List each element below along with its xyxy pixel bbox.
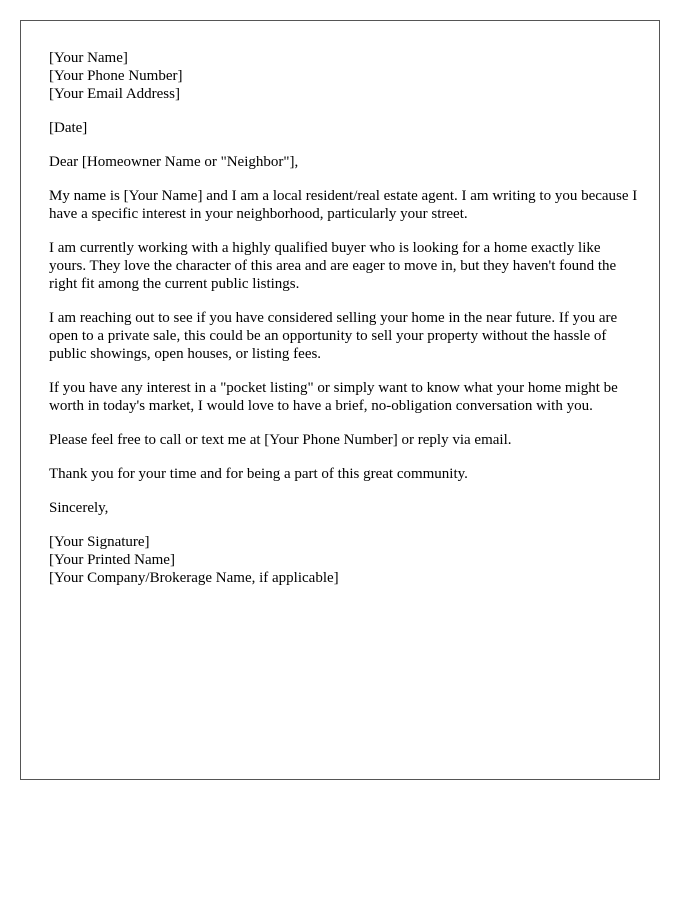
letter-page (20, 20, 660, 780)
paragraph-contact: Please feel free to call or text me at [Your Phone Number] or reply via email. (49, 432, 512, 448)
paragraph-pocket-listing: If you have any interest in a "pocket listing" or simply want to know what your home might be worth in today's market, I would love to have a brief, no-obligation conversation with you. (49, 380, 618, 414)
paragraph-buyer: I am currently working with a highly qualified buyer who is looking for a home exactly like yours. They love the character of this area and are eager to move in, but they haven't found the right fit among the current public listings. (49, 240, 617, 292)
letter-date: [Date] (49, 120, 88, 136)
sender-email: [Your Email Address] (49, 86, 180, 102)
signature-line: [Your Signature] (49, 534, 150, 550)
sender-block (49, 49, 639, 103)
paragraph-thanks: Thank you for your time and for being a part of this great community. (49, 466, 468, 482)
printed-name: [Your Printed Name] (49, 552, 175, 568)
closing: Sincerely, (49, 500, 109, 516)
letter-body (49, 49, 639, 603)
paragraph-intro: My name is [Your Name] and I am a local resident/real estate agent. I am writing to you because I have a specific interest in your neighborhood, particularly your street. (49, 188, 638, 222)
paragraph-private-sale: I am reaching out to see if you have considered selling your home in the near future. If you are open to a private sale, this could be an opportunity to sell your property without the hassle of public showings, open houses, or listing fees. (49, 310, 618, 362)
sender-phone: [Your Phone Number] (49, 68, 183, 84)
sender-name: [Your Name] (49, 50, 128, 66)
salutation: Dear [Homeowner Name or "Neighbor"], (49, 154, 299, 170)
signature-block (49, 533, 639, 587)
company-name: [Your Company/Brokerage Name, if applicable] (49, 570, 339, 586)
